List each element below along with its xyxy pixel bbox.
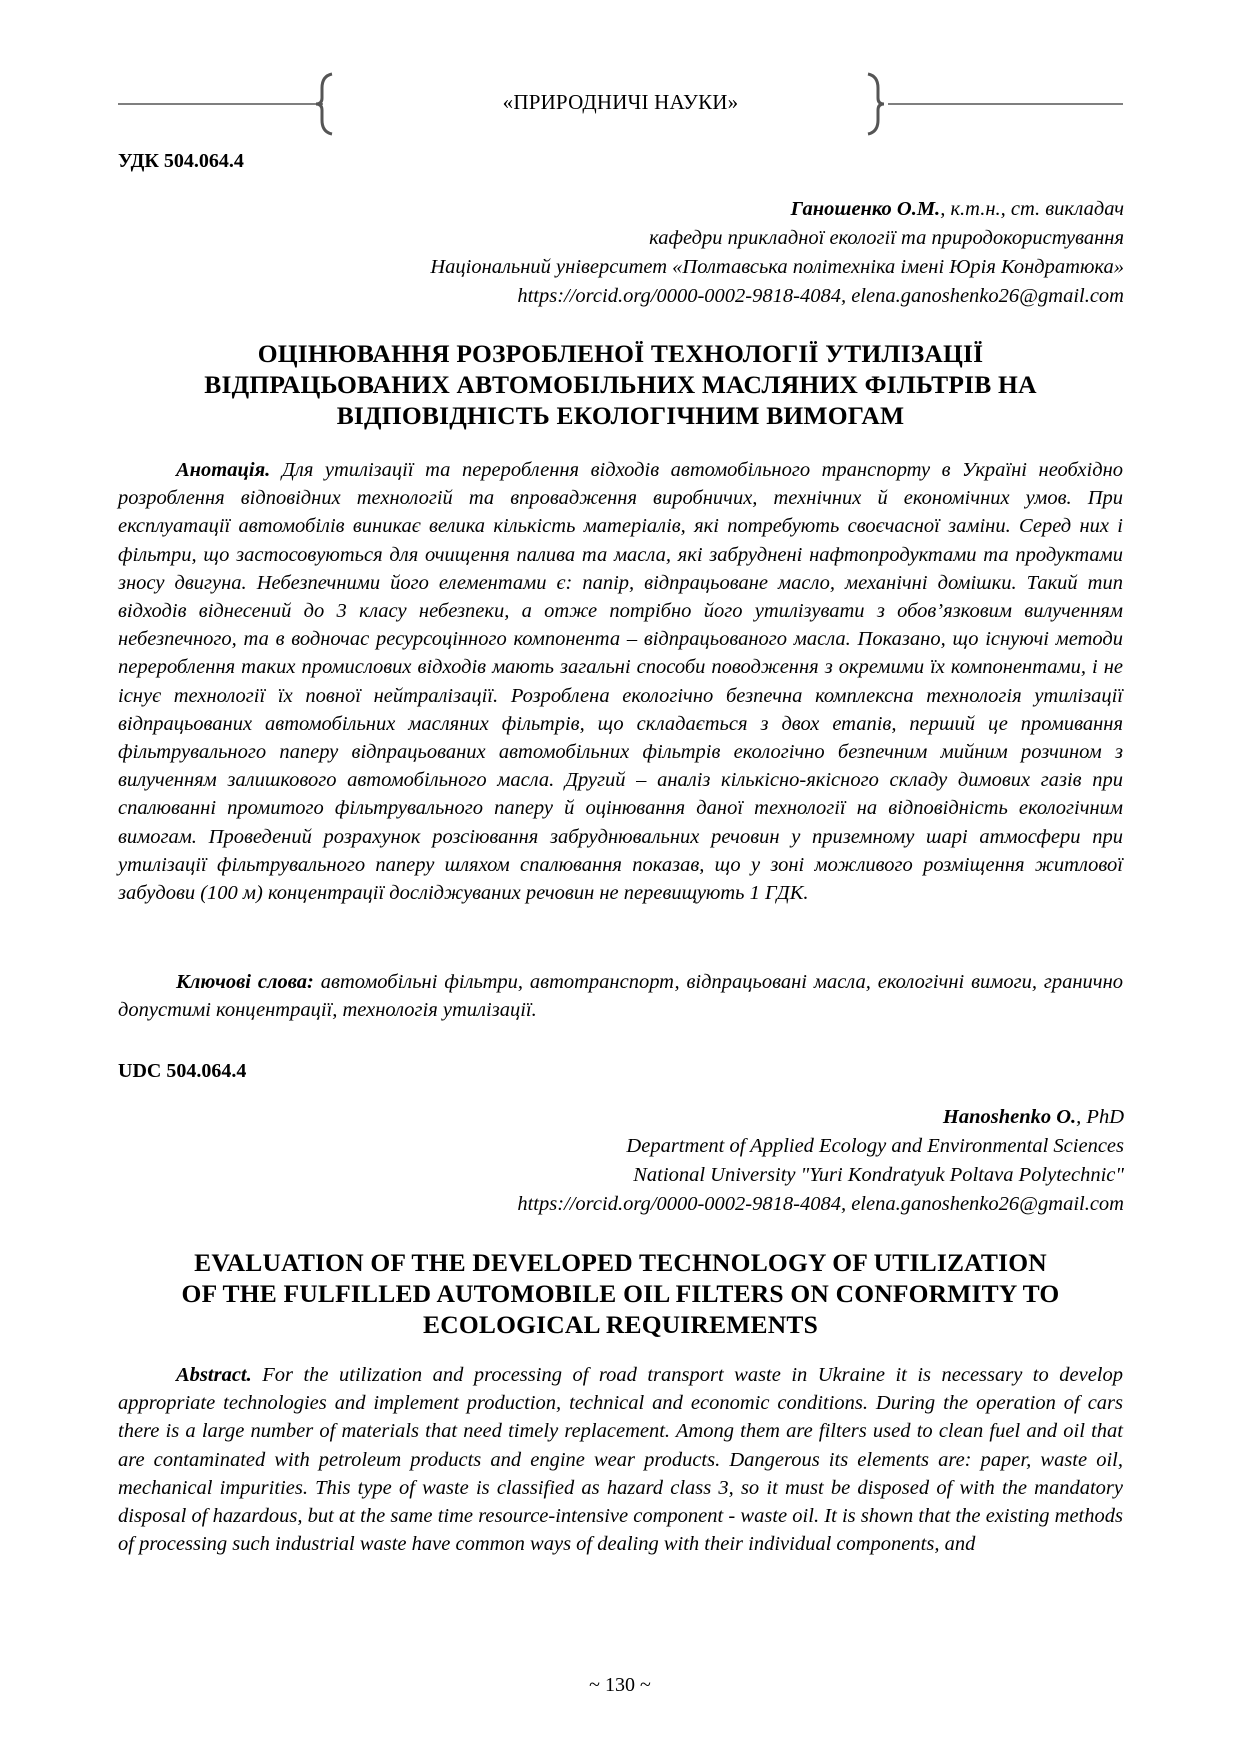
running-header <box>118 72 1123 136</box>
abstract-ua <box>118 456 1123 907</box>
author-university-en: National University "Yuri Kondratyuk Poltava Polytechnic" <box>633 1164 1124 1186</box>
title-line: ВІДПРАЦЬОВАНИХ АВТОМОБІЛЬНИХ МАСЛЯНИХ ФІЛЬТРІВ НА <box>204 370 1037 399</box>
title-line: OF THE FULFILLED AUTOMOBILE OIL FILTERS ON CONFORMITY TO <box>181 1279 1060 1308</box>
author-contacts-ua: https://orcid.org/0000-0002-9818-4084, elena.ganoshenko26@gmail.com <box>517 285 1124 307</box>
journal-section-title: «ПРИРОДНИЧІ НАУКИ» <box>502 90 739 114</box>
udc-ua: УДК 504.064.4 <box>118 150 244 172</box>
author-degree-ua: , к.т.н., ст. викладач <box>940 198 1124 220</box>
author-name-ua: Ганошенко О.М. <box>790 198 941 220</box>
author-degree-en: , PhD <box>1076 1106 1124 1128</box>
author-block-ua <box>430 195 1124 311</box>
author-university-ua: Національний університет «Полтавська політехніка імені Юрія Кондратюка» <box>430 256 1124 278</box>
article-title-ua <box>118 338 1123 431</box>
author-block-en <box>517 1103 1124 1219</box>
author-line-en <box>517 1103 1124 1132</box>
title-line: EVALUATION OF THE DEVELOPED TECHNOLOGY OF UTILIZATION <box>194 1248 1047 1277</box>
author-name-en: Hanoshenko O. <box>942 1106 1077 1128</box>
keywords-label-ua: Ключові слова: <box>176 971 314 993</box>
abstract-label-ua: Анотація. <box>176 459 271 481</box>
author-line-ua <box>430 195 1124 224</box>
udc-en: UDC 504.064.4 <box>118 1060 247 1082</box>
author-department-ua: кафедри прикладної екології та природокористування <box>649 227 1124 249</box>
abstract-text-ua: Для утилізації та перероблення відходів автомобільного транспорту в Україні необхідно розроблення відповідних технологій та впровадження виробничих, технічних й економічних умов. При експлуатації автомобілів виникає велика кількість матеріалів, які потребують своєчасної заміни. Серед них і фільтри, що застосовуються для очищення палива та масла, які забруднені нафтопродуктами та продуктами зносу двигуна. Небезпечними його елементами є: папір, відпрацьоване масло, механічні домішки. Такий тип відходів віднесений до 3 класу небезпеки, а отже потрібно його утилізувати з обов’язковим вилученням небезпечного, та в водночас ресурсоцінного компонента – відпрацьованого масла. Показано, що існуючі методи перероблення таких промислових відходів мають загальні способи поводження з окремими їх компонентами, і не існує технології їх повної нейтралізації. Розроблена екологічно безпечна комплексна технологія утилізації відпрацьованих автомобільних масляних фільтрів, що складається з двох етапів, перший це промивання фільтрувального паперу відпрацьованих автомобільних фільтрів екологічно безпечним мийним розчином з вилученням залишкового автомобільного масла. Другий – аналіз кількісно-якісного складу димових газів при спалюванні промитого фільтрувального паперу й оцінювання даної технології на відповідність екологічним вимогам. Проведений розрахунок розсіювання забруднювальних речовин у приземному шарі атмосфери при утилізації фільтрувального паперу шляхом спалювання показав, що у зоні можливого розміщення житлової забудови (100 м) концентрації досліджуваних речовин не перевищують 1 ГДК. <box>118 459 1123 905</box>
keywords-text-ua: автомобільні фільтри, автотранспорт, відпрацьовані масла, екологічні вимоги, гранично допустимі концентрації, технологія утилізації. <box>118 971 1123 1022</box>
abstract-text-en: For the utilization and processing of road transport waste in Ukraine it is necessary to develop appropriate technologies and implement production, technical and economic conditions. During the operation of cars there is a large number of materials that need timely replacement. Among them are filters used to clean fuel and oil that are contaminated with petroleum products and engine wear products. Dangerous its elements are: paper, waste oil, mechanical impurities. This type of waste is classified as hazard class 3, so it must be disposed of with the mandatory disposal of hazardous, but at the same time resource-intensive component - waste oil. It is shown that the existing methods of processing such industrial waste have common ways of dealing with their individual components, and <box>118 1364 1123 1556</box>
author-contacts-en: https://orcid.org/0000-0002-9818-4084, elena.ganoshenko26@gmail.com <box>517 1193 1124 1215</box>
author-department-en: Department of Applied Ecology and Environmental Sciences <box>626 1135 1124 1157</box>
title-line: ECOLOGICAL REQUIREMENTS <box>423 1310 818 1339</box>
abstract-en <box>118 1361 1123 1558</box>
page-number: ~ 130 ~ <box>589 1674 651 1696</box>
title-line: ВІДПОВІДНІСТЬ ЕКОЛОГІЧНИМ ВИМОГАМ <box>336 401 905 430</box>
abstract-label-en: Abstract. <box>176 1364 252 1386</box>
keywords-ua <box>118 968 1123 1024</box>
article-title-en <box>118 1247 1123 1340</box>
title-line: ОЦІНЮВАННЯ РОЗРОБЛЕНОЇ ТЕХНОЛОГІЇ УТИЛІЗАЦІЇ <box>257 339 984 368</box>
